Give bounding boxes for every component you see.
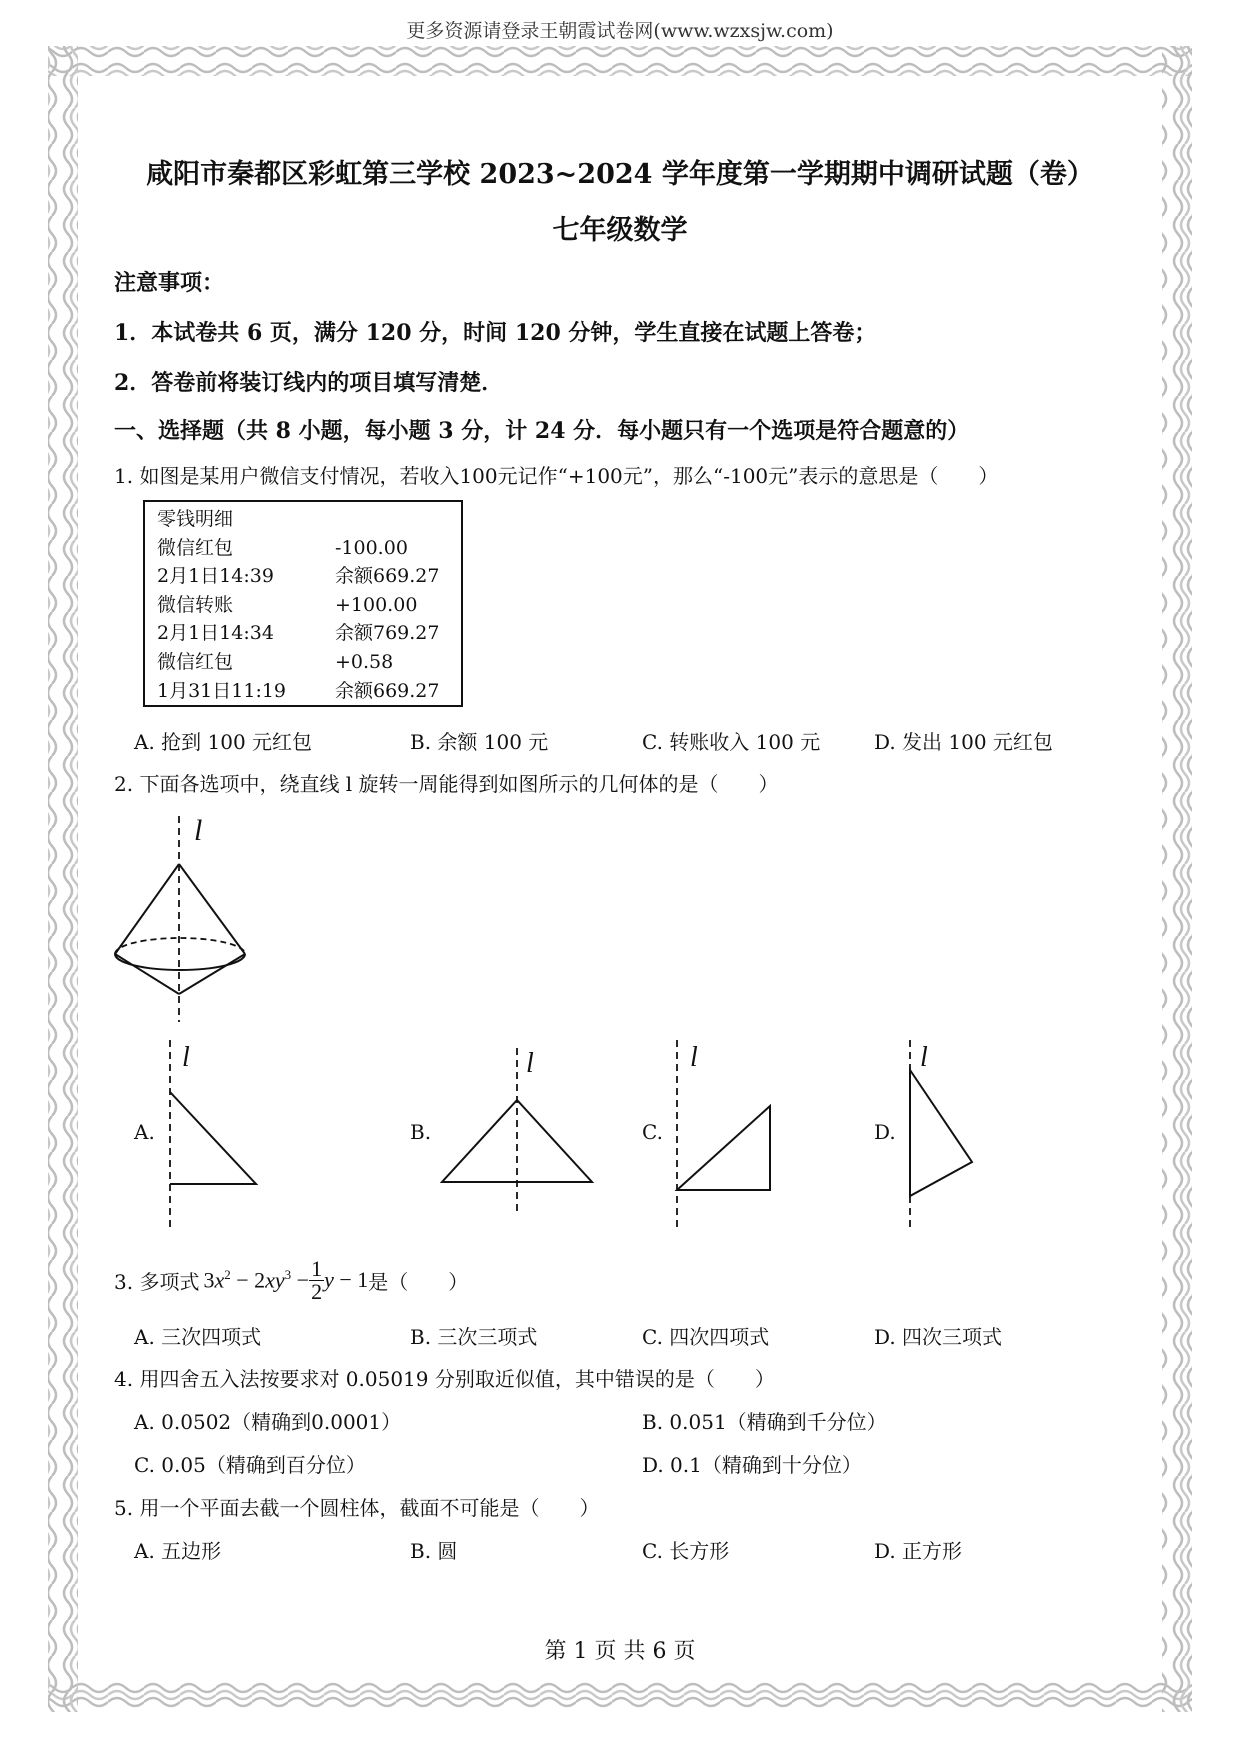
notice-item-2: 2．答卷前将装订线内的项目填写清楚．: [114, 370, 504, 396]
q5-option-a[interactable]: A. 五边形: [134, 1539, 222, 1563]
q2-option-d-figure[interactable]: [890, 1036, 1000, 1236]
q5-option-b[interactable]: B. 圆: [410, 1539, 458, 1563]
wechat-transaction-table: [143, 500, 463, 707]
q3-option-d[interactable]: D. 四次三项式: [874, 1325, 1003, 1349]
table-row: 1月31日11:19 余额669.27: [157, 679, 440, 702]
q3-option-b[interactable]: B. 三次三项式: [410, 1325, 538, 1349]
double-cone-figure: [100, 810, 260, 1030]
question-4-stem: 4. 用四舍五入法按要求对 0.05019 分别取近似值，其中错误的是（ ）: [114, 1367, 775, 1391]
svg-text:l: l: [920, 1042, 928, 1073]
q2-option-a-label[interactable]: A.: [134, 1120, 155, 1144]
q4-option-b[interactable]: B. 0.051（精确到千分位）: [642, 1410, 887, 1434]
exam-title: 咸阳市秦都区彩虹第三学校 2023~2024 学年度第一学期期中调研试题（卷）: [146, 159, 1094, 190]
q3-option-c[interactable]: C. 四次四项式: [642, 1325, 770, 1349]
q1-option-c[interactable]: C. 转账收入 100 元: [642, 730, 821, 754]
q2-option-d-label[interactable]: D.: [874, 1120, 896, 1144]
q5-option-d[interactable]: D. 正方形: [874, 1539, 963, 1563]
section-1-heading: 一、选择题（共 8 小题，每小题 3 分，计 24 分．每小题只有一个选项是符合题意的）: [114, 418, 970, 444]
q2-option-a-figure[interactable]: [150, 1036, 270, 1236]
table-row: 2月1日14:34 余额769.27: [157, 622, 440, 645]
question-2-stem: 2. 下面各选项中，绕直线 l 旋转一周能得到如图所示的几何体的是（ ）: [114, 772, 779, 796]
axis-label: l: [194, 814, 203, 847]
question-5-stem: 5. 用一个平面去截一个圆柱体，截面不可能是（ ）: [114, 1496, 600, 1520]
q1-option-a[interactable]: A. 抢到 100 元红包: [134, 730, 313, 754]
table-row: 微信红包 +0.58: [157, 650, 394, 673]
q4-option-c[interactable]: C. 0.05（精确到百分位）: [134, 1453, 366, 1477]
question-1-stem: 1. 如图是某用户微信支付情况，若收入100元记作“+100元”，那么“-100元”表示的意思是（ ）: [114, 464, 999, 488]
svg-text:l: l: [526, 1048, 534, 1079]
notice-item-1: 1．本试卷共 6 页，满分 120 分，时间 120 分钟，学生直接在试题上答卷；: [114, 320, 877, 346]
q5-option-c[interactable]: C. 长方形: [642, 1539, 730, 1563]
exam-subtitle: 七年级数学: [552, 215, 688, 246]
svg-text:l: l: [182, 1042, 190, 1073]
svg-text:l: l: [690, 1042, 698, 1073]
q4-option-d[interactable]: D. 0.1（精确到十分位）: [642, 1453, 862, 1477]
q3-option-a[interactable]: A. 三次四项式: [134, 1325, 262, 1349]
watermark: 更多资源请登录王朝霞试卷网(www.wzxsjw.com): [406, 20, 834, 42]
q2-option-c-figure[interactable]: [660, 1036, 780, 1236]
notice-heading: 注意事项：: [114, 270, 225, 296]
fraction-one-half: $\frac{1}{2}$: [311, 1255, 323, 1304]
question-3-stem: 3. 多项式 $3x^2 - 2xy^3$ − $\frac{1}{2}$ y − 1 是（ ）: [114, 1255, 469, 1304]
q2-option-c-label[interactable]: C.: [642, 1120, 663, 1144]
q2-option-b-label[interactable]: B.: [410, 1120, 432, 1144]
table-row: 微信红包 -100.00: [157, 536, 408, 559]
table-header: 零钱明细: [157, 508, 234, 530]
table-row: 微信转账 +100.00: [157, 593, 418, 616]
page-footer: 第 1 页 共 6 页: [544, 1639, 696, 1664]
table-row: 2月1日14:39 余额669.27: [157, 565, 440, 588]
q2-option-b-figure[interactable]: [434, 1044, 604, 1234]
q1-option-d[interactable]: D. 发出 100 元红包: [874, 730, 1053, 754]
q1-option-b[interactable]: B. 余额 100 元: [410, 730, 549, 754]
q4-option-a[interactable]: A. 0.0502（精确到0.0001）: [134, 1410, 402, 1434]
